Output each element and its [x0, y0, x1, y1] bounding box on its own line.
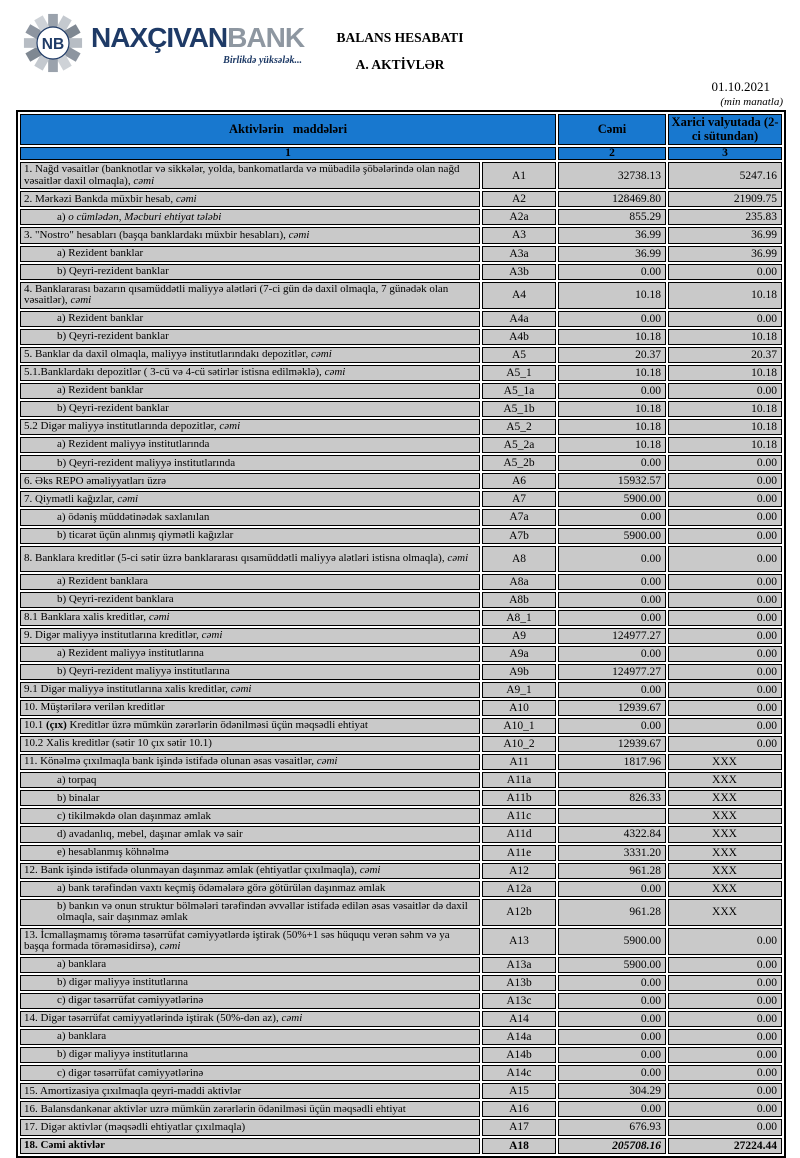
- report-title: BALANS HESABATI: [336, 30, 464, 45]
- row-label: 5.1.Banklardakı depozitlər ( 3-cü və 4-cü sətirlər istisna edilməklə), cəmi: [20, 365, 480, 381]
- row-label: 4. Banklararası bazarın qısamüddətli maliyyə alətləri (7-ci gün də daxil olmaqla, 7 günədək olan vəsaitlər), cəmi: [20, 282, 480, 309]
- row-code: A6: [482, 473, 556, 489]
- table-row-A12b: [20, 899, 782, 926]
- row-code: A14b: [482, 1047, 556, 1063]
- row-fx-value: 0.00: [668, 610, 782, 626]
- row-fx-value: 0.00: [668, 700, 782, 716]
- unit-note: (min manatla): [720, 96, 783, 108]
- table-row-A17: [20, 1119, 782, 1135]
- row-code: A13: [482, 928, 556, 955]
- row-total-value: 0.00: [558, 546, 666, 572]
- row-label: 7. Qiymətli kağızlar, cəmi: [20, 491, 480, 507]
- row-total-value: 0.00: [558, 455, 666, 471]
- row-code: A10_1: [482, 718, 556, 734]
- row-label: b) bankın və onun struktur bölmələri tərəfindən əvvəllər istifadə edilən əsas vəsaitlər də daxil olmaqla, sair daşınmaz əmlak: [20, 899, 480, 926]
- row-fx-value: XXX: [668, 863, 782, 879]
- row-label: 13. İcmallaşmamış törəmə təsərrüfat cəmiyyətlərdə iştirak (50%+1 səs hüququ verən səhm və ya başqa formada törəməsidirsə), cəmi: [20, 928, 480, 955]
- row-code: A8_1: [482, 610, 556, 626]
- table-row-A4b: [20, 329, 782, 345]
- row-fx-value: 0.00: [668, 1011, 782, 1027]
- row-label: 10. Müştərilərə verilən kreditlər: [20, 700, 480, 716]
- row-fx-value: 10.18: [668, 437, 782, 453]
- row-total-value: 124977.27: [558, 664, 666, 680]
- row-label: 17. Digər aktivlər (məqsədli ehtiyatlar çıxılmaqla): [20, 1119, 480, 1135]
- row-fx-value: 0.00: [668, 546, 782, 572]
- table-row-A3b: [20, 264, 782, 280]
- row-fx-value: 5247.16: [668, 162, 782, 189]
- row-label: b) digər maliyyə institutlarına: [20, 1047, 480, 1063]
- table-row-A8a: [20, 574, 782, 590]
- col-number-1: 1: [20, 147, 556, 161]
- table-row-A14c: [20, 1065, 782, 1081]
- row-label: 12. Bank işində istifadə olunmayan daşınmaz əmlak (ehtiyatlar çıxılmaqla), cəmi: [20, 863, 480, 879]
- row-total-value: 0.00: [558, 1065, 666, 1081]
- row-code: A11c: [482, 808, 556, 824]
- table-row-A9: [20, 628, 782, 644]
- row-label: a) banklara: [20, 957, 480, 973]
- table-row-A14: [20, 1011, 782, 1027]
- row-label: b) binalar: [20, 790, 480, 806]
- row-fx-value: 10.18: [668, 329, 782, 345]
- row-fx-value: XXX: [668, 790, 782, 806]
- row-code: A5_2a: [482, 437, 556, 453]
- table-row-A13b: [20, 975, 782, 991]
- row-fx-value: 0.00: [668, 1047, 782, 1063]
- row-code: A12: [482, 863, 556, 879]
- table-row-A16: [20, 1101, 782, 1117]
- row-code: A4b: [482, 329, 556, 345]
- row-fx-value: 0.00: [668, 928, 782, 955]
- row-label: b) digər maliyyə institutlarına: [20, 975, 480, 991]
- row-fx-value: 36.99: [668, 227, 782, 243]
- table-row-A11e: [20, 845, 782, 861]
- row-fx-value: 0.00: [668, 528, 782, 544]
- row-label: a) torpaq: [20, 772, 480, 788]
- row-total-value: 4322.84: [558, 826, 666, 842]
- table-row-A9a: [20, 646, 782, 662]
- assets-table: [16, 110, 786, 1158]
- row-total-value: [558, 808, 666, 824]
- row-total-value: 10.18: [558, 419, 666, 435]
- row-fx-value: 20.37: [668, 347, 782, 363]
- row-code: A8a: [482, 574, 556, 590]
- row-code: A12a: [482, 881, 556, 897]
- row-total-value: 676.93: [558, 1119, 666, 1135]
- table-row-A5_2a: [20, 437, 782, 453]
- row-total-value: 205708.16: [558, 1138, 666, 1154]
- row-label: 8.1 Banklara xalis kreditlər, cəmi: [20, 610, 480, 626]
- table-row-A7a: [20, 509, 782, 525]
- row-code: A8b: [482, 592, 556, 608]
- bank-name-primary: NAXÇIVAN: [91, 22, 228, 53]
- row-label: c) digər təsərrüfat cəmiyyətlərinə: [20, 1065, 480, 1081]
- table-row-A14a: [20, 1029, 782, 1045]
- row-total-value: 0.00: [558, 509, 666, 525]
- row-label: a) bank tərəfindən vaxtı keçmiş ödəmələrə görə götürülən daşınmaz əmlak: [20, 881, 480, 897]
- table-row-A5_1a: [20, 383, 782, 399]
- row-code: A11a: [482, 772, 556, 788]
- row-code: A9_1: [482, 682, 556, 698]
- row-code: A4a: [482, 311, 556, 327]
- row-total-value: 0.00: [558, 1011, 666, 1027]
- row-code: A3b: [482, 264, 556, 280]
- report-date: 01.10.2021: [711, 79, 770, 94]
- bank-tagline: Birlikdə yüksələk...: [223, 55, 303, 66]
- table-row-A2a: [20, 209, 782, 225]
- table-row-A15: [20, 1083, 782, 1099]
- row-total-value: 0.00: [558, 264, 666, 280]
- row-code: A16: [482, 1101, 556, 1117]
- row-code: A10_2: [482, 736, 556, 752]
- row-fx-value: 10.18: [668, 365, 782, 381]
- row-total-value: 10.18: [558, 365, 666, 381]
- row-code: A14a: [482, 1029, 556, 1045]
- row-total-value: 128469.80: [558, 191, 666, 207]
- row-total-value: 10.18: [558, 329, 666, 345]
- table-row-A8: [20, 546, 782, 572]
- col-number-2: 2: [558, 147, 666, 161]
- header-row-titles: [20, 114, 782, 145]
- row-label: a) Rezident banklara: [20, 574, 480, 590]
- row-label: 3. "Nostro" hesabları (başqa banklardakı müxbir hesabları), cəmi: [20, 227, 480, 243]
- table-row-A11b: [20, 790, 782, 806]
- row-fx-value: 0.00: [668, 682, 782, 698]
- row-label: 2. Mərkəzi Bankda müxbir hesab, cəmi: [20, 191, 480, 207]
- row-code: A15: [482, 1083, 556, 1099]
- row-total-value: 124977.27: [558, 628, 666, 644]
- row-label: 1. Nağd vəsaitlər (banknotlar və sikkələr, yolda, bankomatlarda və mübadilə şöbələrində olan nağd vəsaitlər daxil olmaqla), cəmi: [20, 162, 480, 189]
- table-row-A1: [20, 162, 782, 189]
- table-row-A9_1: [20, 682, 782, 698]
- row-fx-value: 0.00: [668, 1101, 782, 1117]
- assets-table-header: [20, 114, 782, 160]
- row-code: A17: [482, 1119, 556, 1135]
- table-row-A8b: [20, 592, 782, 608]
- report-subtitle: A. AKTİVLƏR: [355, 57, 445, 72]
- row-fx-value: XXX: [668, 826, 782, 842]
- table-row-A10: [20, 700, 782, 716]
- row-total-value: 0.00: [558, 610, 666, 626]
- row-code: A9b: [482, 664, 556, 680]
- row-code: A8: [482, 546, 556, 572]
- row-fx-value: 0.00: [668, 736, 782, 752]
- table-row-A3: [20, 227, 782, 243]
- row-total-value: 0.00: [558, 682, 666, 698]
- table-row-A6: [20, 473, 782, 489]
- row-label: 10.2 Xalis kreditlər (sətir 10 çıx sətir 10.1): [20, 736, 480, 752]
- row-code: A13a: [482, 957, 556, 973]
- row-total-value: 0.00: [558, 1047, 666, 1063]
- row-label: a) Rezident maliyyə institutlarında: [20, 437, 480, 453]
- row-total-value: 0.00: [558, 881, 666, 897]
- row-fx-value: 0.00: [668, 957, 782, 973]
- row-code: A11d: [482, 826, 556, 842]
- row-label: b) Qeyri-rezident maliyyə institutlarında: [20, 455, 480, 471]
- row-total-value: 304.29: [558, 1083, 666, 1099]
- row-label: a) Rezident banklar: [20, 246, 480, 262]
- row-fx-value: XXX: [668, 881, 782, 897]
- table-row-A2: [20, 191, 782, 207]
- col-header-fx: Xarici valyutada (2-ci sütundan): [668, 114, 782, 145]
- row-fx-value: 0.00: [668, 264, 782, 280]
- row-label: b) Qeyri-rezident banklar: [20, 264, 480, 280]
- row-label: b) Qeyri-rezident maliyyə institutlarına: [20, 664, 480, 680]
- row-code: A3: [482, 227, 556, 243]
- row-label: a) o cümlədən, Məcburi ehtiyat tələbi: [20, 209, 480, 225]
- table-row-A10_1: [20, 718, 782, 734]
- row-code: A2a: [482, 209, 556, 225]
- row-fx-value: 235.83: [668, 209, 782, 225]
- row-code: A5: [482, 347, 556, 363]
- row-fx-value: 0.00: [668, 383, 782, 399]
- row-label: 10.1 (çıx) Kreditlər üzrə mümkün zərərlərin ödənilməsi üçün məqsədli ehtiyat: [20, 718, 480, 734]
- row-fx-value: 0.00: [668, 455, 782, 471]
- row-total-value: 36.99: [558, 227, 666, 243]
- row-fx-value: 21909.75: [668, 191, 782, 207]
- row-total-value: 32738.13: [558, 162, 666, 189]
- row-total-value: 0.00: [558, 646, 666, 662]
- row-total-value: 3331.20: [558, 845, 666, 861]
- row-total-value: 15932.57: [558, 473, 666, 489]
- row-label: 8. Banklara kreditlər (5-ci sətir üzrə banklararası qısamüddətli maliyyə alətləri istisna olmaqla), cəmi: [20, 546, 480, 572]
- row-code: A10: [482, 700, 556, 716]
- table-row-A12a: [20, 881, 782, 897]
- table-row-A5_2: [20, 419, 782, 435]
- header-row-numbers: [20, 147, 782, 161]
- row-code: A18: [482, 1138, 556, 1154]
- row-label: d) avadanlıq, mebel, daşınar əmlak və sair: [20, 826, 480, 842]
- table-row-A8_1: [20, 610, 782, 626]
- row-label: 9. Digər maliyyə institutlarına kreditlər, cəmi: [20, 628, 480, 644]
- row-total-value: 12939.67: [558, 736, 666, 752]
- row-label: 5.2 Digər maliyyə institutlarında depozitlər, cəmi: [20, 419, 480, 435]
- row-fx-value: 27224.44: [668, 1138, 782, 1154]
- table-row-A11d: [20, 826, 782, 842]
- row-fx-value: 0.00: [668, 311, 782, 327]
- row-total-value: 0.00: [558, 383, 666, 399]
- row-total-value: 10.18: [558, 401, 666, 417]
- row-total-value: 855.29: [558, 209, 666, 225]
- row-code: A14c: [482, 1065, 556, 1081]
- table-row-A3a: [20, 246, 782, 262]
- col-header-total: Cəmi: [558, 114, 666, 145]
- table-row-A5_1: [20, 365, 782, 381]
- row-fx-value: XXX: [668, 808, 782, 824]
- row-total-value: 12939.67: [558, 700, 666, 716]
- table-row-A5_2b: [20, 455, 782, 471]
- row-label: c) digər təsərrüfat cəmiyyətlərinə: [20, 993, 480, 1009]
- row-label: b) Qeyri-rezident banklara: [20, 592, 480, 608]
- row-fx-value: 0.00: [668, 975, 782, 991]
- row-total-value: 5900.00: [558, 491, 666, 507]
- logo-monogram: NB: [41, 35, 65, 53]
- row-label: e) hesablanmış köhnəlmə: [20, 845, 480, 861]
- row-code: A12b: [482, 899, 556, 926]
- row-label: a) banklara: [20, 1029, 480, 1045]
- row-code: A3a: [482, 246, 556, 262]
- row-code: A9a: [482, 646, 556, 662]
- row-fx-value: 0.00: [668, 628, 782, 644]
- row-code: A9: [482, 628, 556, 644]
- row-total-value: 0.00: [558, 718, 666, 734]
- row-fx-value: 10.18: [668, 401, 782, 417]
- row-fx-value: 0.00: [668, 509, 782, 525]
- row-code: A4: [482, 282, 556, 309]
- row-fx-value: 0.00: [668, 491, 782, 507]
- row-fx-value: XXX: [668, 845, 782, 861]
- row-label: 16. Balansdankənar aktivlər uzrə mümkün zərərlərin ödənilməsi üçün məqsədli ehtiyat: [20, 1101, 480, 1117]
- row-label: a) Rezident maliyyə institutlarına: [20, 646, 480, 662]
- table-row-A12: [20, 863, 782, 879]
- table-row-A11c: [20, 808, 782, 824]
- row-code: A5_2: [482, 419, 556, 435]
- table-row-A13a: [20, 957, 782, 973]
- row-code: A11b: [482, 790, 556, 806]
- row-fx-value: 10.18: [668, 419, 782, 435]
- row-fx-value: 0.00: [668, 574, 782, 590]
- row-fx-value: 0.00: [668, 993, 782, 1009]
- row-code: A5_1b: [482, 401, 556, 417]
- row-code: A2: [482, 191, 556, 207]
- table-row-A7b: [20, 528, 782, 544]
- row-code: A7b: [482, 528, 556, 544]
- row-code: A5_2b: [482, 455, 556, 471]
- row-label: a) ödəniş müddətinədək saxlanılan: [20, 509, 480, 525]
- row-label: 14. Digər təsərrüfat cəmiyyətlərində iştirak (50%-dən az), cəmi: [20, 1011, 480, 1027]
- row-code: A7: [482, 491, 556, 507]
- row-total-value: 0.00: [558, 311, 666, 327]
- row-code: A13c: [482, 993, 556, 1009]
- table-row-A11: [20, 754, 782, 770]
- row-fx-value: 0.00: [668, 1029, 782, 1045]
- row-fx-value: XXX: [668, 754, 782, 770]
- row-code: A13b: [482, 975, 556, 991]
- row-total-value: 10.18: [558, 437, 666, 453]
- row-total-value: 961.28: [558, 863, 666, 879]
- col-number-3: 3: [668, 147, 782, 161]
- row-label: 5. Banklar da daxil olmaqla, maliyyə institutlarındakı depozitlər, cəmi: [20, 347, 480, 363]
- row-fx-value: 0.00: [668, 718, 782, 734]
- row-total-value: 826.33: [558, 790, 666, 806]
- row-total-value: 961.28: [558, 899, 666, 926]
- row-label: 11. Könəlmə çıxılmaqla bank işində istifadə olunan əsas vəsaitlər, cəmi: [20, 754, 480, 770]
- row-fx-value: 0.00: [668, 1119, 782, 1135]
- row-fx-value: 0.00: [668, 646, 782, 662]
- row-total-value: 0.00: [558, 1029, 666, 1045]
- row-code: A11e: [482, 845, 556, 861]
- table-row-A7: [20, 491, 782, 507]
- row-label: 9.1 Digər maliyyə institutlarına xalis kreditlər, cəmi: [20, 682, 480, 698]
- table-row-A4: [20, 282, 782, 309]
- row-fx-value: 0.00: [668, 473, 782, 489]
- row-fx-value: 0.00: [668, 1065, 782, 1081]
- table-row-A9b: [20, 664, 782, 680]
- row-fx-value: XXX: [668, 772, 782, 788]
- row-label: b) ticarət üçün alınmış qiymətli kağızlar: [20, 528, 480, 544]
- row-label: a) Rezident banklar: [20, 311, 480, 327]
- row-code: A1: [482, 162, 556, 189]
- row-fx-value: 0.00: [668, 1083, 782, 1099]
- table-row-A10_2: [20, 736, 782, 752]
- row-label: b) Qeyri-rezident banklar: [20, 329, 480, 345]
- row-code: A5_1: [482, 365, 556, 381]
- col-header-items: Aktivlərin maddələri: [20, 114, 556, 145]
- row-fx-value: 0.00: [668, 664, 782, 680]
- row-label: 18. Cəmi aktivlər: [20, 1138, 480, 1154]
- row-label: b) Qeyri-rezident banklar: [20, 401, 480, 417]
- row-total-value: 0.00: [558, 1101, 666, 1117]
- row-code: A14: [482, 1011, 556, 1027]
- table-row-A11a: [20, 772, 782, 788]
- row-code: A11: [482, 754, 556, 770]
- row-code: A5_1a: [482, 383, 556, 399]
- row-total-value: 10.18: [558, 282, 666, 309]
- table-row-A4a: [20, 311, 782, 327]
- row-total-value: 0.00: [558, 574, 666, 590]
- table-row-A5_1b: [20, 401, 782, 417]
- row-total-value: 0.00: [558, 592, 666, 608]
- row-label: c) tikilməkdə olan daşınmaz əmlak: [20, 808, 480, 824]
- bank-name-secondary: BANK: [227, 22, 305, 53]
- row-total-value: 5900.00: [558, 928, 666, 955]
- row-total-value: 20.37: [558, 347, 666, 363]
- row-label: 6. Əks REPO əməliyyatları üzrə: [20, 473, 480, 489]
- row-fx-value: 0.00: [668, 592, 782, 608]
- table-row-A14b: [20, 1047, 782, 1063]
- table-row-A18: [20, 1138, 782, 1154]
- row-fx-value: XXX: [668, 899, 782, 926]
- row-total-value: 1817.96: [558, 754, 666, 770]
- row-total-value: 5900.00: [558, 957, 666, 973]
- table-row-A13c: [20, 993, 782, 1009]
- row-total-value: 0.00: [558, 975, 666, 991]
- table-row-A13: [20, 928, 782, 955]
- row-total-value: [558, 772, 666, 788]
- row-code: A7a: [482, 509, 556, 525]
- row-fx-value: 10.18: [668, 282, 782, 309]
- asset-table-body: [20, 162, 782, 1153]
- table-row-A5: [20, 347, 782, 363]
- row-label: a) Rezident banklar: [20, 383, 480, 399]
- row-total-value: 5900.00: [558, 528, 666, 544]
- row-fx-value: 36.99: [668, 246, 782, 262]
- row-total-value: 36.99: [558, 246, 666, 262]
- row-total-value: 0.00: [558, 993, 666, 1009]
- row-label: 15. Amortizasiya çıxılmaqla qeyri-maddi aktivlər: [20, 1083, 480, 1099]
